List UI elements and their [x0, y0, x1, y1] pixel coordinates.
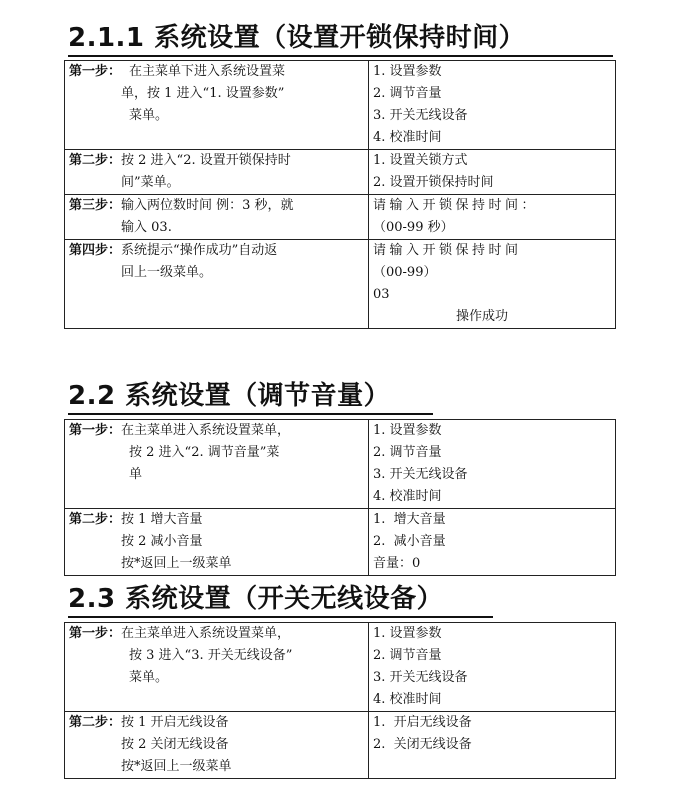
screen-line: 1. 开启无线设备: [373, 715, 472, 730]
screen-line: 2. 调节音量: [373, 648, 442, 663]
screen-display-cell: [369, 195, 616, 240]
step-text-line: 按 2 减小音量: [121, 534, 203, 549]
screen-line: 操作成功: [455, 309, 508, 324]
step-text-line: 菜单。: [129, 670, 169, 685]
step-text-line: 菜单。: [129, 108, 169, 123]
screen-line: （00-99 秒）: [373, 220, 454, 235]
step-text-line: 在主菜单下进入系统设置菜: [129, 64, 286, 79]
screen-line: 请输入开锁保持时间：: [373, 198, 539, 213]
screen-line: 1. 设置关锁方式: [373, 153, 468, 168]
screen-line: （00-99）: [373, 265, 437, 280]
steps-table-2-2: [64, 419, 616, 576]
section-number: 2.1.1: [68, 23, 145, 53]
step-text-line: 按 1 增大音量: [121, 512, 203, 527]
step-text-line: 间”菜单。: [121, 175, 180, 190]
screen-line: 2. 关闭无线设备: [373, 737, 472, 752]
step-text-line: 按 3 进入“3. 开关无线设备”: [129, 648, 293, 663]
step-text-line: 按 2 关闭无线设备: [121, 737, 229, 752]
step-text-line: 在主菜单进入系统设置菜单，: [121, 423, 291, 438]
table-row: [65, 61, 616, 150]
screen-line: 3. 开关无线设备: [373, 108, 468, 123]
step-text-line: 按*返回上一级菜单: [121, 759, 232, 774]
steps-table-2-1-1: [64, 60, 616, 329]
step-description-cell: [65, 240, 369, 329]
screen-line: 2. 设置开锁保持时间: [373, 175, 494, 190]
section-number: 2.2: [68, 381, 116, 411]
step-description-cell: [65, 150, 369, 195]
screen-line: 音量：0: [373, 556, 421, 571]
section-number: 2.3: [68, 584, 116, 614]
step-text-line: 单，按 1 进入“1. 设置参数”: [121, 86, 285, 101]
screen-display-cell: [369, 712, 616, 779]
steps-table-2-3: [64, 622, 616, 779]
step-text-line: 按 2 进入“2. 设置开锁保持时: [121, 153, 291, 168]
step-label: 第一步：: [69, 64, 122, 79]
step-text-line: 系统提示“操作成功”自动返: [121, 243, 278, 258]
screen-line: 2. 调节音量: [373, 445, 442, 460]
screen-line: 2. 调节音量: [373, 86, 442, 101]
section-title: 系统设置（调节音量）: [125, 381, 391, 411]
table-row: [65, 623, 616, 712]
step-text-line: 输入 03.: [121, 220, 172, 235]
screen-line: 1. 设置参数: [373, 626, 442, 641]
screen-line: 4. 校准时间: [373, 489, 442, 504]
table-row: [65, 712, 616, 779]
step-text-line: 按 2 进入“2. 调节音量”菜: [129, 445, 280, 460]
step-text-line: 按 1 开启无线设备: [121, 715, 229, 730]
step-label: 第二步：: [69, 715, 122, 730]
step-text-line: 单: [129, 467, 143, 482]
screen-display-cell: [369, 509, 616, 576]
section-title: 系统设置（设置开锁保持时间）: [154, 23, 526, 53]
step-description-cell: [65, 420, 369, 509]
section-2-3: [68, 583, 493, 618]
section-2-2: [68, 380, 433, 415]
screen-line: 请输入开锁保持时间: [373, 243, 522, 258]
step-label: 第一步：: [69, 626, 122, 641]
screen-line: 03: [373, 287, 390, 302]
table-row: [65, 240, 616, 329]
step-description-cell: [65, 712, 369, 779]
step-text-line: 输入两位数时间 例：3 秒，就: [121, 198, 294, 213]
section-title: 系统设置（开关无线设备）: [125, 584, 444, 614]
step-label: 第二步：: [69, 512, 122, 527]
section-heading: [68, 22, 613, 57]
step-label: 第二步：: [69, 153, 122, 168]
table-row: [65, 150, 616, 195]
step-description-cell: [65, 509, 369, 576]
step-label: 第四步：: [69, 243, 122, 258]
section-heading: [68, 380, 433, 415]
step-text-line: 在主菜单进入系统设置菜单，: [121, 626, 291, 641]
screen-line: 4. 校准时间: [373, 692, 442, 707]
screen-line: 3. 开关无线设备: [373, 670, 468, 685]
screen-display-cell: [369, 420, 616, 509]
step-label: 第一步：: [69, 423, 122, 438]
screen-line: 1. 设置参数: [373, 64, 442, 79]
table-row: [65, 509, 616, 576]
step-description-cell: [65, 195, 369, 240]
step-description-cell: [65, 61, 369, 150]
step-text-line: 按*返回上一级菜单: [121, 556, 232, 571]
table-row: [65, 195, 616, 240]
table-row: [65, 420, 616, 509]
screen-display-cell: [369, 150, 616, 195]
screen-display-cell: [369, 61, 616, 150]
section-heading: [68, 583, 493, 618]
step-label: 第三步：: [69, 198, 122, 213]
screen-line: 3. 开关无线设备: [373, 467, 468, 482]
screen-display-cell: [369, 240, 616, 329]
step-text-line: 回上一级菜单。: [121, 265, 213, 280]
screen-line: 1. 增大音量: [373, 512, 446, 527]
step-description-cell: [65, 623, 369, 712]
screen-display-cell: [369, 623, 616, 712]
screen-line: 2. 减小音量: [373, 534, 446, 549]
section-2-1-1: [68, 22, 613, 57]
screen-line: 4. 校准时间: [373, 130, 442, 145]
screen-line: 1. 设置参数: [373, 423, 442, 438]
